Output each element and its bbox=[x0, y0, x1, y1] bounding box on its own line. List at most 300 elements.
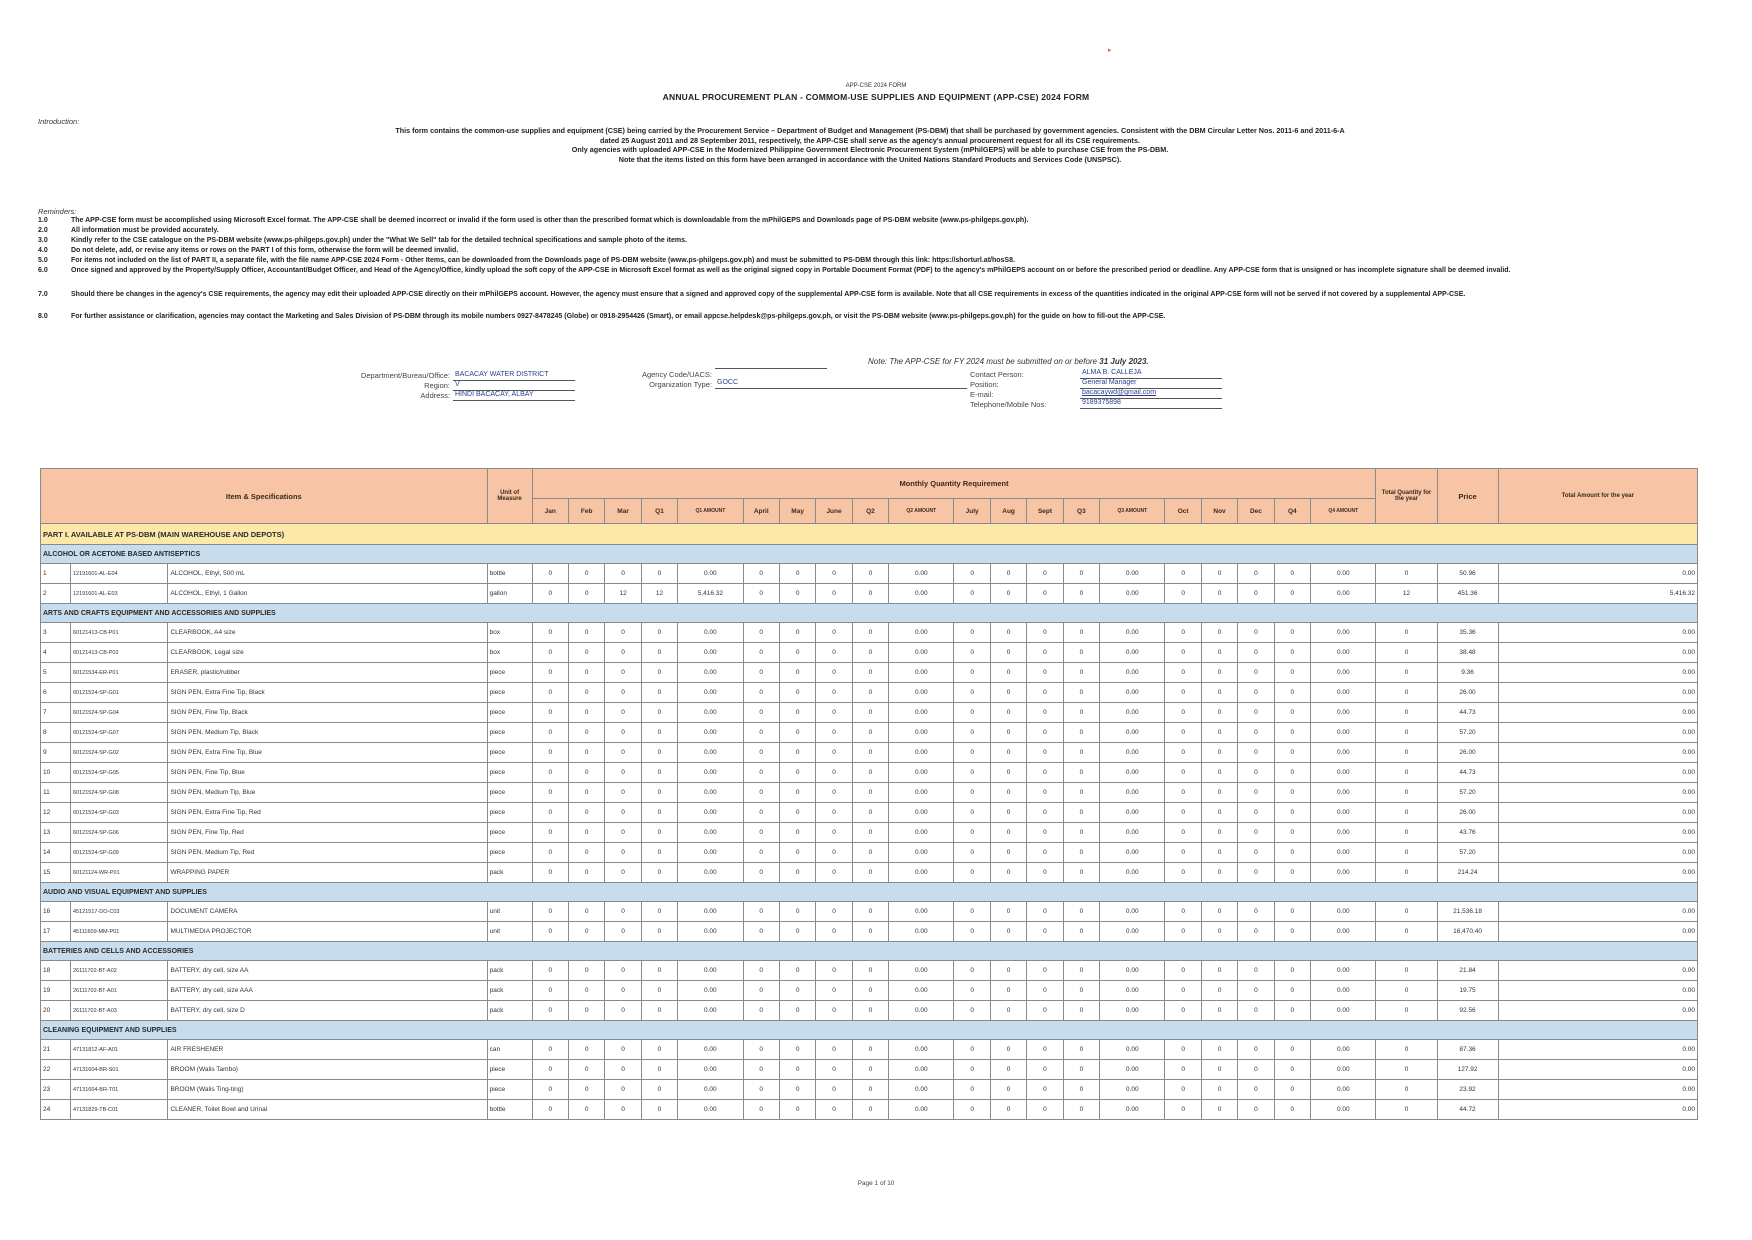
quantity-cell[interactable]: 0 bbox=[990, 703, 1026, 723]
quantity-cell[interactable]: 0 bbox=[568, 783, 604, 803]
quantity-cell[interactable]: 0 bbox=[1201, 981, 1237, 1001]
quantity-cell[interactable]: 0 bbox=[568, 823, 604, 843]
quantity-cell[interactable]: 0 bbox=[1274, 961, 1310, 981]
quantity-cell[interactable]: 0 bbox=[990, 902, 1026, 922]
quantity-cell[interactable]: 0 bbox=[743, 584, 779, 604]
quantity-cell[interactable]: 0 bbox=[1201, 902, 1237, 922]
quantity-cell[interactable]: 0 bbox=[1063, 1080, 1099, 1100]
quantity-cell[interactable]: 0 bbox=[779, 663, 815, 683]
quantity-cell[interactable]: 0 bbox=[532, 663, 568, 683]
quantity-cell[interactable]: 0 bbox=[641, 961, 677, 981]
quantity-cell[interactable]: 0 bbox=[954, 823, 990, 843]
quantity-cell[interactable]: 0 bbox=[743, 723, 779, 743]
quantity-cell[interactable]: 0 bbox=[1274, 823, 1310, 843]
quantity-cell[interactable]: 0 bbox=[990, 803, 1026, 823]
quantity-cell[interactable]: 0 bbox=[1063, 584, 1099, 604]
quantity-cell[interactable]: 0 bbox=[1165, 1080, 1201, 1100]
quantity-cell[interactable]: 0 bbox=[816, 584, 852, 604]
quantity-cell[interactable]: 0 bbox=[852, 863, 888, 883]
quantity-cell[interactable]: 0 bbox=[1238, 1080, 1274, 1100]
quantity-cell[interactable]: 0 bbox=[1165, 763, 1201, 783]
quantity-cell[interactable]: 0 bbox=[641, 823, 677, 843]
quantity-cell[interactable]: 0 bbox=[779, 1080, 815, 1100]
quantity-cell[interactable]: 0 bbox=[532, 703, 568, 723]
quantity-cell[interactable]: 0 bbox=[1201, 723, 1237, 743]
quantity-cell[interactable]: 0 bbox=[852, 902, 888, 922]
quantity-cell[interactable]: 0 bbox=[852, 1040, 888, 1060]
quantity-cell[interactable]: 0 bbox=[532, 783, 568, 803]
quantity-cell[interactable]: 0 bbox=[568, 961, 604, 981]
quantity-cell[interactable]: 0 bbox=[1238, 863, 1274, 883]
quantity-cell[interactable]: 0 bbox=[1063, 683, 1099, 703]
address-field-line2[interactable] bbox=[453, 400, 575, 401]
quantity-cell[interactable]: 0 bbox=[743, 1060, 779, 1080]
quantity-cell[interactable]: 0 bbox=[1027, 981, 1063, 1001]
quantity-cell[interactable]: 0 bbox=[954, 623, 990, 643]
quantity-cell[interactable]: 0 bbox=[1201, 643, 1237, 663]
quantity-cell[interactable]: 0 bbox=[743, 981, 779, 1001]
email-field[interactable]: bacacaywd@gmail.com bbox=[1080, 388, 1222, 399]
quantity-cell[interactable]: 0 bbox=[1027, 584, 1063, 604]
quantity-cell[interactable]: 0 bbox=[743, 863, 779, 883]
quantity-cell[interactable]: 0 bbox=[568, 902, 604, 922]
quantity-cell[interactable]: 0 bbox=[1201, 961, 1237, 981]
quantity-cell[interactable]: 0 bbox=[568, 663, 604, 683]
quantity-cell[interactable]: 0 bbox=[779, 823, 815, 843]
quantity-cell[interactable]: 0 bbox=[779, 584, 815, 604]
quantity-cell[interactable]: 0 bbox=[954, 1080, 990, 1100]
quantity-cell[interactable]: 0 bbox=[532, 1001, 568, 1021]
quantity-cell[interactable]: 0 bbox=[1201, 743, 1237, 763]
quantity-cell[interactable]: 0 bbox=[1274, 683, 1310, 703]
quantity-cell[interactable]: 0 bbox=[852, 743, 888, 763]
quantity-cell[interactable]: 0 bbox=[816, 643, 852, 663]
quantity-cell[interactable]: 12 bbox=[605, 584, 641, 604]
quantity-cell[interactable]: 0 bbox=[568, 703, 604, 723]
quantity-cell[interactable]: 0 bbox=[1063, 763, 1099, 783]
quantity-cell[interactable]: 0 bbox=[532, 1080, 568, 1100]
contact-field[interactable]: ALMA B. CALLEJA bbox=[1080, 368, 1222, 379]
quantity-cell[interactable]: 0 bbox=[1274, 703, 1310, 723]
quantity-cell[interactable]: 0 bbox=[568, 1060, 604, 1080]
quantity-cell[interactable]: 0 bbox=[1063, 863, 1099, 883]
quantity-cell[interactable]: 0 bbox=[568, 683, 604, 703]
quantity-cell[interactable]: 0 bbox=[954, 643, 990, 663]
quantity-cell[interactable]: 0 bbox=[568, 1080, 604, 1100]
quantity-cell[interactable]: 0 bbox=[605, 981, 641, 1001]
quantity-cell[interactable]: 0 bbox=[852, 763, 888, 783]
quantity-cell[interactable]: 0 bbox=[1027, 623, 1063, 643]
quantity-cell[interactable]: 0 bbox=[1238, 663, 1274, 683]
quantity-cell[interactable]: 0 bbox=[852, 643, 888, 663]
quantity-cell[interactable]: 0 bbox=[1027, 723, 1063, 743]
quantity-cell[interactable]: 0 bbox=[1201, 843, 1237, 863]
quantity-cell[interactable]: 0 bbox=[1274, 1040, 1310, 1060]
quantity-cell[interactable]: 0 bbox=[1274, 863, 1310, 883]
quantity-cell[interactable]: 0 bbox=[1165, 564, 1201, 584]
quantity-cell[interactable]: 0 bbox=[954, 564, 990, 584]
quantity-cell[interactable]: 0 bbox=[852, 1001, 888, 1021]
quantity-cell[interactable]: 0 bbox=[852, 981, 888, 1001]
quantity-cell[interactable]: 0 bbox=[641, 643, 677, 663]
quantity-cell[interactable]: 0 bbox=[641, 683, 677, 703]
quantity-cell[interactable]: 0 bbox=[743, 1040, 779, 1060]
quantity-cell[interactable]: 0 bbox=[954, 1100, 990, 1120]
quantity-cell[interactable]: 0 bbox=[990, 1060, 1026, 1080]
quantity-cell[interactable]: 0 bbox=[816, 961, 852, 981]
quantity-cell[interactable]: 0 bbox=[1201, 623, 1237, 643]
quantity-cell[interactable]: 0 bbox=[1238, 1040, 1274, 1060]
quantity-cell[interactable]: 0 bbox=[990, 823, 1026, 843]
quantity-cell[interactable]: 0 bbox=[954, 783, 990, 803]
quantity-cell[interactable]: 0 bbox=[1165, 863, 1201, 883]
quantity-cell[interactable]: 0 bbox=[1027, 1060, 1063, 1080]
quantity-cell[interactable]: 0 bbox=[852, 922, 888, 942]
quantity-cell[interactable]: 0 bbox=[1274, 922, 1310, 942]
quantity-cell[interactable]: 0 bbox=[1165, 843, 1201, 863]
quantity-cell[interactable]: 0 bbox=[1274, 1060, 1310, 1080]
quantity-cell[interactable]: 0 bbox=[990, 1040, 1026, 1060]
quantity-cell[interactable]: 0 bbox=[852, 1080, 888, 1100]
quantity-cell[interactable]: 0 bbox=[1201, 803, 1237, 823]
quantity-cell[interactable]: 0 bbox=[852, 663, 888, 683]
quantity-cell[interactable]: 0 bbox=[990, 1080, 1026, 1100]
quantity-cell[interactable]: 0 bbox=[743, 683, 779, 703]
quantity-cell[interactable]: 0 bbox=[852, 783, 888, 803]
quantity-cell[interactable]: 0 bbox=[1027, 763, 1063, 783]
quantity-cell[interactable]: 0 bbox=[779, 961, 815, 981]
quantity-cell[interactable]: 0 bbox=[605, 843, 641, 863]
quantity-cell[interactable]: 0 bbox=[605, 922, 641, 942]
quantity-cell[interactable]: 0 bbox=[779, 1040, 815, 1060]
quantity-cell[interactable]: 0 bbox=[1274, 981, 1310, 1001]
quantity-cell[interactable]: 0 bbox=[1201, 783, 1237, 803]
quantity-cell[interactable]: 0 bbox=[1274, 663, 1310, 683]
quantity-cell[interactable]: 0 bbox=[816, 564, 852, 584]
quantity-cell[interactable]: 0 bbox=[532, 843, 568, 863]
quantity-cell[interactable]: 0 bbox=[1238, 683, 1274, 703]
quantity-cell[interactable]: 0 bbox=[1201, 922, 1237, 942]
quantity-cell[interactable]: 0 bbox=[1165, 643, 1201, 663]
quantity-cell[interactable]: 0 bbox=[568, 564, 604, 584]
region-field[interactable]: V bbox=[453, 380, 575, 391]
quantity-cell[interactable]: 0 bbox=[816, 1040, 852, 1060]
quantity-cell[interactable]: 0 bbox=[954, 1001, 990, 1021]
quantity-cell[interactable]: 0 bbox=[1027, 823, 1063, 843]
quantity-cell[interactable]: 0 bbox=[990, 663, 1026, 683]
quantity-cell[interactable]: 0 bbox=[779, 783, 815, 803]
quantity-cell[interactable]: 0 bbox=[990, 922, 1026, 942]
quantity-cell[interactable]: 0 bbox=[568, 922, 604, 942]
quantity-cell[interactable]: 0 bbox=[641, 803, 677, 823]
quantity-cell[interactable]: 0 bbox=[1063, 1040, 1099, 1060]
quantity-cell[interactable]: 0 bbox=[1238, 803, 1274, 823]
quantity-cell[interactable]: 0 bbox=[641, 1100, 677, 1120]
quantity-cell[interactable]: 0 bbox=[779, 1001, 815, 1021]
quantity-cell[interactable]: 0 bbox=[743, 1001, 779, 1021]
quantity-cell[interactable]: 0 bbox=[954, 584, 990, 604]
quantity-cell[interactable]: 0 bbox=[1274, 1001, 1310, 1021]
quantity-cell[interactable]: 0 bbox=[1201, 564, 1237, 584]
quantity-cell[interactable]: 0 bbox=[990, 981, 1026, 1001]
quantity-cell[interactable]: 0 bbox=[1201, 663, 1237, 683]
quantity-cell[interactable]: 0 bbox=[1063, 1060, 1099, 1080]
quantity-cell[interactable]: 0 bbox=[1201, 823, 1237, 843]
quantity-cell[interactable]: 0 bbox=[1063, 1001, 1099, 1021]
quantity-cell[interactable]: 0 bbox=[605, 863, 641, 883]
quantity-cell[interactable]: 0 bbox=[990, 763, 1026, 783]
quantity-cell[interactable]: 0 bbox=[1274, 902, 1310, 922]
address-field[interactable]: HINDI BACACAY, ALBAY bbox=[453, 390, 575, 401]
quantity-cell[interactable]: 0 bbox=[1238, 823, 1274, 843]
quantity-cell[interactable]: 0 bbox=[1063, 803, 1099, 823]
quantity-cell[interactable]: 0 bbox=[1027, 1100, 1063, 1120]
quantity-cell[interactable]: 0 bbox=[641, 564, 677, 584]
quantity-cell[interactable]: 0 bbox=[568, 843, 604, 863]
quantity-cell[interactable]: 0 bbox=[1238, 1001, 1274, 1021]
quantity-cell[interactable]: 0 bbox=[852, 584, 888, 604]
quantity-cell[interactable]: 0 bbox=[1274, 803, 1310, 823]
quantity-cell[interactable]: 0 bbox=[743, 783, 779, 803]
phone-field[interactable]: 9189375898 bbox=[1080, 398, 1222, 409]
quantity-cell[interactable]: 0 bbox=[568, 643, 604, 663]
quantity-cell[interactable]: 0 bbox=[779, 843, 815, 863]
quantity-cell[interactable]: 0 bbox=[1063, 564, 1099, 584]
quantity-cell[interactable]: 0 bbox=[605, 643, 641, 663]
quantity-cell[interactable]: 0 bbox=[1274, 623, 1310, 643]
quantity-cell[interactable]: 0 bbox=[532, 1100, 568, 1120]
quantity-cell[interactable]: 0 bbox=[1201, 1060, 1237, 1080]
quantity-cell[interactable]: 0 bbox=[641, 863, 677, 883]
quantity-cell[interactable]: 0 bbox=[532, 922, 568, 942]
quantity-cell[interactable]: 0 bbox=[852, 1060, 888, 1080]
quantity-cell[interactable]: 0 bbox=[1165, 1060, 1201, 1080]
quantity-cell[interactable]: 0 bbox=[1274, 723, 1310, 743]
quantity-cell[interactable]: 0 bbox=[1274, 643, 1310, 663]
quantity-cell[interactable]: 0 bbox=[1027, 1001, 1063, 1021]
quantity-cell[interactable]: 0 bbox=[1238, 1060, 1274, 1080]
quantity-cell[interactable]: 0 bbox=[852, 823, 888, 843]
quantity-cell[interactable]: 0 bbox=[816, 783, 852, 803]
quantity-cell[interactable]: 0 bbox=[816, 902, 852, 922]
quantity-cell[interactable]: 0 bbox=[743, 663, 779, 683]
quantity-cell[interactable]: 0 bbox=[641, 623, 677, 643]
quantity-cell[interactable]: 0 bbox=[1201, 1040, 1237, 1060]
quantity-cell[interactable]: 0 bbox=[954, 922, 990, 942]
quantity-cell[interactable]: 0 bbox=[743, 902, 779, 922]
quantity-cell[interactable]: 0 bbox=[954, 663, 990, 683]
quantity-cell[interactable]: 0 bbox=[605, 564, 641, 584]
quantity-cell[interactable]: 0 bbox=[568, 981, 604, 1001]
quantity-cell[interactable]: 0 bbox=[568, 763, 604, 783]
quantity-cell[interactable]: 0 bbox=[1165, 623, 1201, 643]
quantity-cell[interactable]: 0 bbox=[990, 683, 1026, 703]
quantity-cell[interactable]: 0 bbox=[990, 723, 1026, 743]
quantity-cell[interactable]: 0 bbox=[605, 663, 641, 683]
quantity-cell[interactable]: 0 bbox=[779, 863, 815, 883]
quantity-cell[interactable]: 0 bbox=[1165, 743, 1201, 763]
quantity-cell[interactable]: 0 bbox=[990, 961, 1026, 981]
quantity-cell[interactable]: 0 bbox=[816, 922, 852, 942]
quantity-cell[interactable]: 0 bbox=[532, 1040, 568, 1060]
quantity-cell[interactable]: 0 bbox=[1027, 1040, 1063, 1060]
quantity-cell[interactable]: 0 bbox=[990, 843, 1026, 863]
quantity-cell[interactable]: 0 bbox=[1063, 922, 1099, 942]
quantity-cell[interactable]: 0 bbox=[1238, 564, 1274, 584]
quantity-cell[interactable]: 0 bbox=[532, 584, 568, 604]
quantity-cell[interactable]: 0 bbox=[1201, 1100, 1237, 1120]
quantity-cell[interactable]: 0 bbox=[568, 1100, 604, 1120]
quantity-cell[interactable]: 0 bbox=[1063, 961, 1099, 981]
quantity-cell[interactable]: 0 bbox=[816, 1080, 852, 1100]
quantity-cell[interactable]: 0 bbox=[816, 981, 852, 1001]
quantity-cell[interactable]: 0 bbox=[1201, 703, 1237, 723]
quantity-cell[interactable]: 0 bbox=[852, 843, 888, 863]
quantity-cell[interactable]: 0 bbox=[954, 1060, 990, 1080]
quantity-cell[interactable]: 0 bbox=[779, 803, 815, 823]
quantity-cell[interactable]: 0 bbox=[1165, 663, 1201, 683]
quantity-cell[interactable]: 0 bbox=[954, 961, 990, 981]
quantity-cell[interactable]: 0 bbox=[1201, 1080, 1237, 1100]
quantity-cell[interactable]: 0 bbox=[1238, 723, 1274, 743]
quantity-cell[interactable]: 0 bbox=[532, 981, 568, 1001]
quantity-cell[interactable]: 0 bbox=[852, 623, 888, 643]
quantity-cell[interactable]: 0 bbox=[1165, 981, 1201, 1001]
quantity-cell[interactable]: 0 bbox=[779, 902, 815, 922]
quantity-cell[interactable]: 0 bbox=[954, 763, 990, 783]
quantity-cell[interactable]: 0 bbox=[1063, 981, 1099, 1001]
quantity-cell[interactable]: 0 bbox=[1027, 683, 1063, 703]
quantity-cell[interactable]: 0 bbox=[1165, 1001, 1201, 1021]
quantity-cell[interactable]: 0 bbox=[816, 1100, 852, 1120]
quantity-cell[interactable]: 0 bbox=[568, 743, 604, 763]
quantity-cell[interactable]: 0 bbox=[1238, 743, 1274, 763]
quantity-cell[interactable]: 0 bbox=[1274, 1080, 1310, 1100]
quantity-cell[interactable]: 0 bbox=[1201, 1001, 1237, 1021]
quantity-cell[interactable]: 0 bbox=[779, 1060, 815, 1080]
quantity-cell[interactable]: 0 bbox=[568, 584, 604, 604]
quantity-cell[interactable]: 0 bbox=[1274, 783, 1310, 803]
quantity-cell[interactable]: 0 bbox=[1238, 643, 1274, 663]
quantity-cell[interactable]: 0 bbox=[743, 763, 779, 783]
quantity-cell[interactable]: 0 bbox=[816, 823, 852, 843]
quantity-cell[interactable]: 0 bbox=[1063, 783, 1099, 803]
quantity-cell[interactable]: 0 bbox=[990, 1001, 1026, 1021]
quantity-cell[interactable]: 0 bbox=[605, 703, 641, 723]
quantity-cell[interactable]: 0 bbox=[532, 823, 568, 843]
quantity-cell[interactable]: 0 bbox=[1238, 783, 1274, 803]
quantity-cell[interactable]: 0 bbox=[605, 683, 641, 703]
quantity-cell[interactable]: 0 bbox=[1165, 683, 1201, 703]
quantity-cell[interactable]: 0 bbox=[743, 843, 779, 863]
quantity-cell[interactable]: 0 bbox=[568, 1001, 604, 1021]
quantity-cell[interactable]: 0 bbox=[1063, 623, 1099, 643]
quantity-cell[interactable]: 0 bbox=[568, 623, 604, 643]
quantity-cell[interactable]: 0 bbox=[954, 723, 990, 743]
quantity-cell[interactable]: 0 bbox=[954, 803, 990, 823]
position-field[interactable]: General Manager bbox=[1080, 378, 1222, 389]
quantity-cell[interactable]: 0 bbox=[605, 961, 641, 981]
quantity-cell[interactable]: 0 bbox=[532, 961, 568, 981]
quantity-cell[interactable]: 0 bbox=[1027, 803, 1063, 823]
quantity-cell[interactable]: 0 bbox=[1274, 584, 1310, 604]
quantity-cell[interactable]: 0 bbox=[605, 783, 641, 803]
quantity-cell[interactable]: 0 bbox=[743, 803, 779, 823]
quantity-cell[interactable]: 0 bbox=[743, 703, 779, 723]
quantity-cell[interactable]: 0 bbox=[1063, 843, 1099, 863]
quantity-cell[interactable]: 0 bbox=[1027, 663, 1063, 683]
agency-code-field[interactable] bbox=[715, 368, 827, 369]
quantity-cell[interactable]: 0 bbox=[641, 922, 677, 942]
quantity-cell[interactable]: 0 bbox=[641, 1080, 677, 1100]
quantity-cell[interactable]: 0 bbox=[1238, 902, 1274, 922]
quantity-cell[interactable]: 0 bbox=[852, 723, 888, 743]
quantity-cell[interactable]: 0 bbox=[641, 723, 677, 743]
department-field[interactable]: BACACAY WATER DISTRICT bbox=[453, 370, 575, 381]
quantity-cell[interactable]: 0 bbox=[954, 683, 990, 703]
quantity-cell[interactable]: 0 bbox=[816, 763, 852, 783]
quantity-cell[interactable]: 0 bbox=[1165, 803, 1201, 823]
quantity-cell[interactable]: 0 bbox=[954, 981, 990, 1001]
quantity-cell[interactable]: 0 bbox=[779, 743, 815, 763]
quantity-cell[interactable]: 0 bbox=[1063, 743, 1099, 763]
quantity-cell[interactable]: 0 bbox=[816, 843, 852, 863]
quantity-cell[interactable]: 0 bbox=[532, 743, 568, 763]
quantity-cell[interactable]: 0 bbox=[1027, 783, 1063, 803]
quantity-cell[interactable]: 0 bbox=[1027, 703, 1063, 723]
quantity-cell[interactable]: 0 bbox=[779, 643, 815, 663]
quantity-cell[interactable]: 0 bbox=[1165, 922, 1201, 942]
quantity-cell[interactable]: 0 bbox=[743, 643, 779, 663]
quantity-cell[interactable]: 0 bbox=[605, 803, 641, 823]
quantity-cell[interactable]: 0 bbox=[605, 763, 641, 783]
quantity-cell[interactable]: 0 bbox=[779, 683, 815, 703]
quantity-cell[interactable]: 0 bbox=[605, 1040, 641, 1060]
quantity-cell[interactable]: 0 bbox=[1238, 961, 1274, 981]
quantity-cell[interactable]: 0 bbox=[532, 1060, 568, 1080]
quantity-cell[interactable]: 0 bbox=[1238, 981, 1274, 1001]
quantity-cell[interactable]: 0 bbox=[641, 1060, 677, 1080]
quantity-cell[interactable]: 0 bbox=[743, 623, 779, 643]
quantity-cell[interactable]: 0 bbox=[605, 743, 641, 763]
quantity-cell[interactable]: 0 bbox=[852, 803, 888, 823]
quantity-cell[interactable]: 0 bbox=[743, 961, 779, 981]
quantity-cell[interactable]: 0 bbox=[990, 743, 1026, 763]
quantity-cell[interactable]: 0 bbox=[954, 743, 990, 763]
quantity-cell[interactable]: 0 bbox=[641, 763, 677, 783]
quantity-cell[interactable]: 0 bbox=[779, 763, 815, 783]
quantity-cell[interactable]: 0 bbox=[1238, 584, 1274, 604]
quantity-cell[interactable]: 0 bbox=[1165, 703, 1201, 723]
quantity-cell[interactable]: 0 bbox=[816, 1060, 852, 1080]
quantity-cell[interactable]: 0 bbox=[990, 1100, 1026, 1120]
quantity-cell[interactable]: 0 bbox=[852, 961, 888, 981]
quantity-cell[interactable]: 0 bbox=[816, 863, 852, 883]
quantity-cell[interactable]: 0 bbox=[1165, 961, 1201, 981]
quantity-cell[interactable]: 0 bbox=[990, 643, 1026, 663]
quantity-cell[interactable]: 0 bbox=[1238, 843, 1274, 863]
quantity-cell[interactable]: 0 bbox=[743, 922, 779, 942]
quantity-cell[interactable]: 0 bbox=[743, 564, 779, 584]
quantity-cell[interactable]: 0 bbox=[1165, 584, 1201, 604]
quantity-cell[interactable]: 0 bbox=[1063, 902, 1099, 922]
quantity-cell[interactable]: 0 bbox=[1274, 1100, 1310, 1120]
quantity-cell[interactable]: 0 bbox=[641, 902, 677, 922]
quantity-cell[interactable]: 0 bbox=[816, 743, 852, 763]
quantity-cell[interactable]: 0 bbox=[605, 1100, 641, 1120]
quantity-cell[interactable]: 0 bbox=[532, 902, 568, 922]
quantity-cell[interactable]: 0 bbox=[641, 981, 677, 1001]
